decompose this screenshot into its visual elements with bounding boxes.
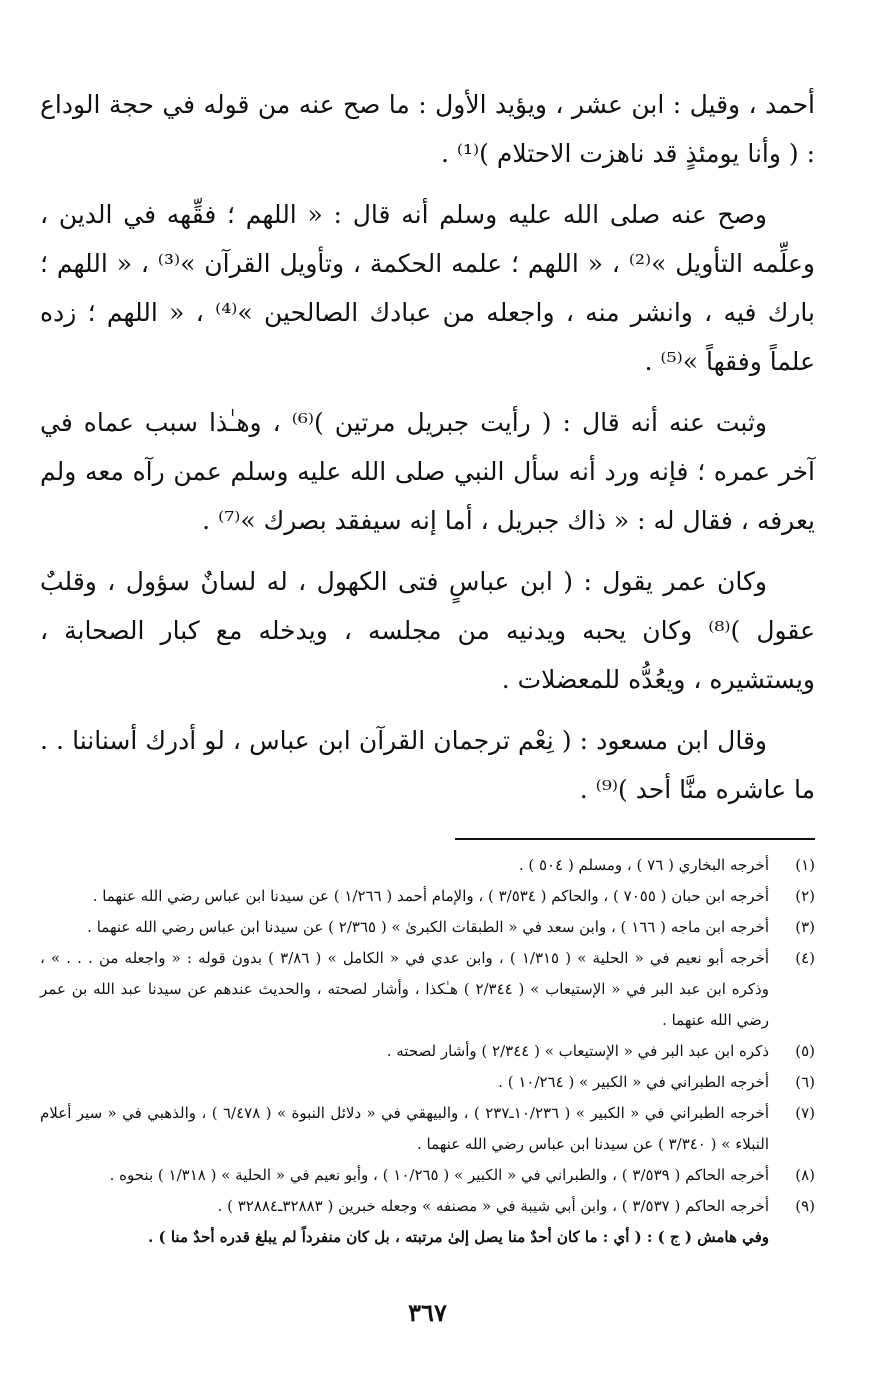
footnote-text: أخرجه الحاكم ( ٣/٥٣٧ ) ، وابن أبي شيبة في « مصنفه » وجعله خبرين ( ٣٢٨٨٣ـ٣٢٨٨٤ ) .: [217, 1197, 769, 1215]
footnote-margin-note: وفي هامش ( ج ) : ( أي : ما كان أحدٌ منا يصل إلىٰ مرتبته ، بل كان منفرداً لم يبلغ قدره أحدٌ منا ) .: [148, 1228, 769, 1246]
footnote-number: (٤): [795, 949, 815, 967]
footnote-text: أخرجه الطبراني في « الكبير » ( ١٠/٢٣٦ـ٢٣٧ ) ، والبيهقي في « دلائل النبوة » ( ٦/٤٧٨ ) ، والذهبي في « سير أعلام النبلاء » ( ٣/٣٤٠ ) عن سيدنا ابن عباس رضي الله عنهما .: [40, 1104, 769, 1153]
paragraph-5: وقال ابن مسعود : ( نِعْم ترجمان القرآن ابن عباس ، لو أدرك أسناننا . . ما عاشره منَّا أحد )⁽⁹⁾ .: [40, 726, 815, 804]
footnote-number: (٢): [795, 887, 815, 905]
paragraph-3: وثبت عنه أنه قال : ( رأيت جبريل مرتين )⁽⁶⁾ ، وهـٰذا سبب عماه في آخر عمره ؛ فإنه ورد أنه سأل النبي صلى الله عليه وسلم عمن رآه معه ولم يعرفه ، فقال له : « ذاك جبريل ، أما إنه سيفقد بصرك »⁽⁷⁾ .: [40, 408, 815, 535]
footnote-number: (٧): [795, 1104, 815, 1122]
footnote-text: ذكره ابن عبد البر في « الإستيعاب » ( ٢/٣٤٤ ) وأشار لصحته .: [386, 1042, 769, 1060]
footnote-text: أخرجه ابن ماجه ( ١٦٦ ) ، وابن سعد في « الطبقات الكبرىٰ » ( ٢/٣٦٥ ) عن سيدنا ابن عباس رضي الله عنهما .: [87, 918, 769, 936]
footnote-text: أخرجه الحاكم ( ٣/٥٣٩ ) ، والطبراني في « الكبير » ( ١٠/٢٦٥ ) ، وأبو نعيم في « الحلية » ( ١/٣١٨ ) بنحوه .: [109, 1166, 769, 1184]
footnote-text: أخرجه البخاري ( ٧٦ ) ، ومسلم ( ٥٠٤ ) .: [518, 856, 769, 874]
footnote-number: (٩): [795, 1197, 815, 1215]
paragraph-2: وصح عنه صلى الله عليه وسلم أنه قال : « اللهم ؛ فقِّهه في الدين ، وعلِّمه التأويل »⁽²⁾ ، « اللهم ؛ علمه الحكمة ، وتأويل القرآن »⁽³⁾ ، « اللهم ؛ بارك فيه ، وانشر منه ، واجعله من عبادك الصالحين »⁽⁴⁾ ، « اللهم ؛ زده علماً وفقهاً »⁽⁵⁾ .: [40, 200, 815, 376]
book-page: [40, 80, 815, 1370]
footnote-number: (٣): [795, 918, 815, 936]
footnote-number: (٥): [795, 1042, 815, 1060]
footnote-text: أخرجه الطبراني في « الكبير » ( ١٠/٢٦٤ ) .: [498, 1073, 769, 1091]
footnote-separator: [455, 838, 815, 840]
footnote-7: [40, 1098, 815, 1160]
footnote-6: [40, 1067, 815, 1098]
footnote-2: [40, 881, 815, 912]
footnote-3: [40, 912, 815, 943]
footnote-number: (١): [795, 856, 815, 874]
footnote-text: أخرجه أبو نعيم في « الحلية » ( ١/٣١٥ ) ، وابن عدي في « الكامل » ( ٣/٨٦ ) بدون قوله : « واجعله من . . . » ، وذكره ابن عبد البر في « الإستيعاب » ( ٢/٣٤٤ ) هـٰكذا ، وأشار لصحته ، والحديث عندهم عن سيدنا عبد الله بن عمر رضي الله عنهما .: [40, 949, 770, 1029]
paragraph-4: وكان عمر يقول : ( ابن عباسٍ فتى الكهول ، له لسانٌ سؤول ، وقلبٌ عقول )⁽⁸⁾ وكان يحبه ويدنيه من مجلسه ، ويدخله مع كبار الصحابة ، ويستشيره ، ويعُدُّه للمعضلات .: [40, 567, 815, 694]
footnote-9: [40, 1191, 815, 1222]
footnote-8: [40, 1160, 815, 1191]
paragraph-1: أحمد ، وقيل : ابن عشر ، ويؤيد الأول : ما صح عنه من قوله في حجة الوداع : ( وأنا يومئذٍ قد ناهزت الاحتلام )⁽¹⁾ .: [40, 90, 815, 168]
footnote-5: [40, 1036, 815, 1067]
footnotes: [40, 850, 815, 1253]
footnote-text: أخرجه ابن حبان ( ٧٠٥٥ ) ، والحاكم ( ٣/٥٣٤ ) ، والإمام أحمد ( ١/٢٦٦ ) عن سيدنا ابن عباس رضي الله عنهما .: [92, 887, 769, 905]
footnote-4: [40, 943, 815, 1036]
page-number: ٣٦٧: [408, 1298, 447, 1327]
footnote-1: [40, 850, 815, 881]
footnote-number: (٨): [795, 1166, 815, 1184]
footnote-number: (٦): [795, 1073, 815, 1091]
